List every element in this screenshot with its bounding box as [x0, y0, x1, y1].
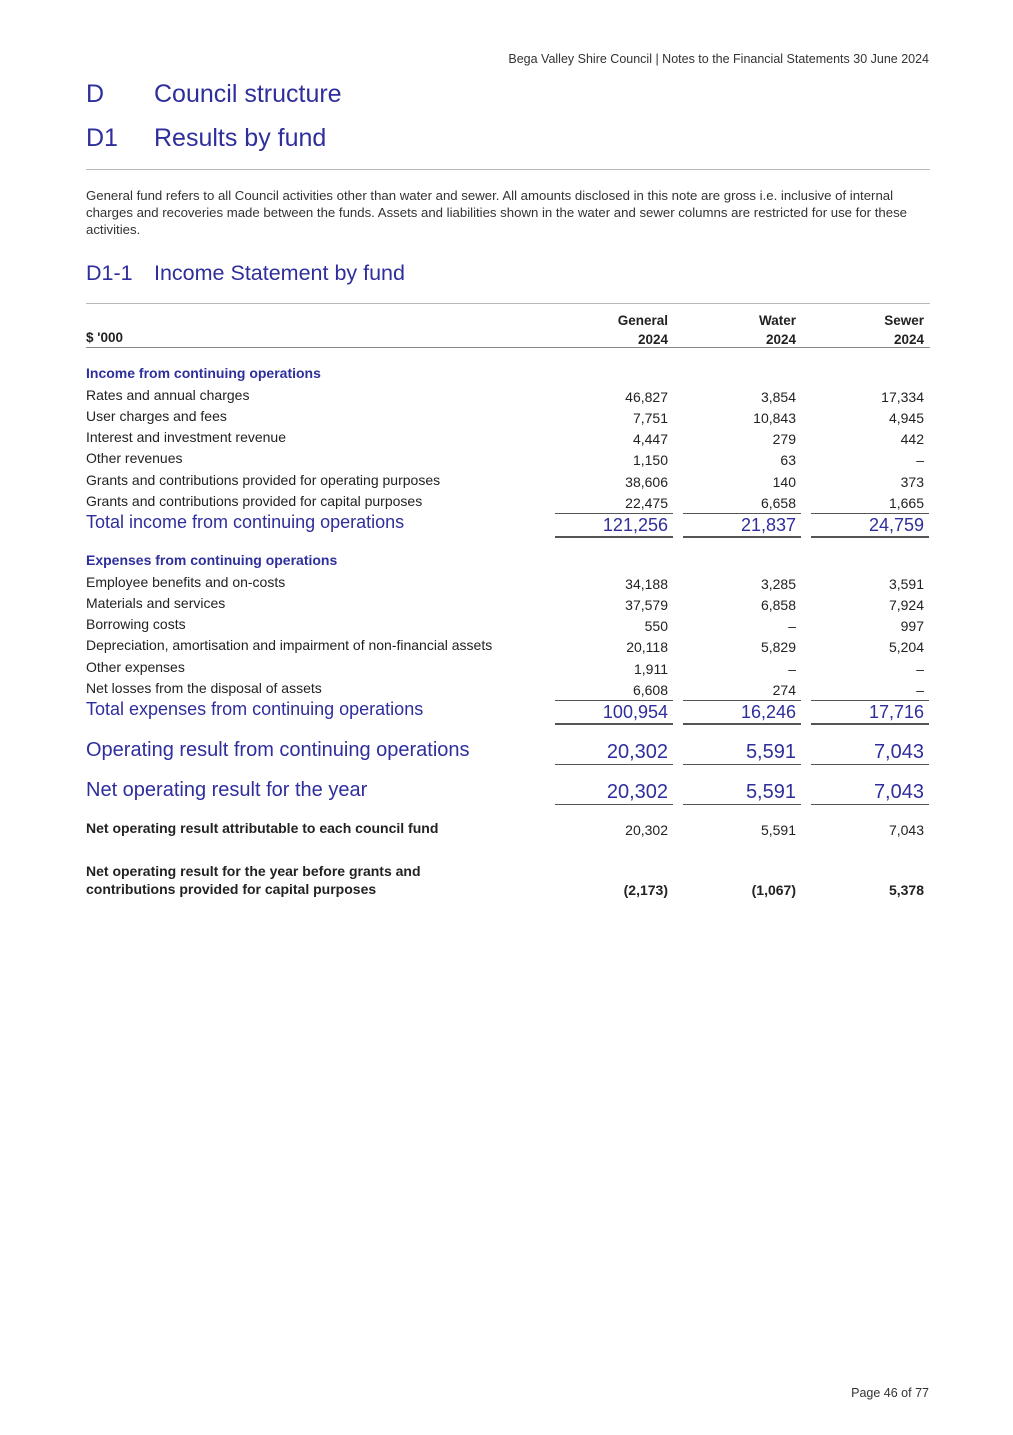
- cell-general: 550: [644, 618, 668, 634]
- cell-sewer: 3,591: [888, 576, 924, 592]
- intro-paragraph: General fund refers to all Council activities other than water and sewer. All amounts disclosed in this note are gross i.e. inclusive of internal charges and recoveries made between the funds. Assets and liabilities shown in the water and sewer columns are restricted for use for these activities.: [86, 188, 907, 237]
- operating-result-row: [86, 739, 930, 764]
- operating-result-rule: [683, 764, 801, 765]
- cell-sewer: 4,945: [888, 410, 924, 426]
- row-label: [86, 862, 421, 898]
- table-heading-code: D1-1: [86, 261, 133, 285]
- table-row: [86, 616, 930, 637]
- row-label: Operating result from continuing operations: [86, 739, 470, 761]
- cell-sewer: 7,924: [888, 597, 924, 613]
- table-heading: [86, 261, 405, 286]
- row-label: Grants and contributions provided for capital purposes: [86, 493, 423, 509]
- row-label: Borrowing costs: [86, 616, 186, 632]
- cell-water: 6,858: [760, 597, 796, 613]
- group-title-label: Income from continuing operations: [86, 365, 321, 381]
- cell-general: 38,606: [625, 474, 668, 490]
- page-number: Page 46 of 77: [851, 1386, 929, 1400]
- cell-water: 6,658: [760, 495, 796, 511]
- column-name: General: [617, 313, 668, 328]
- subsection-heading: [86, 124, 326, 153]
- table-top-rule: [86, 303, 930, 304]
- row-label: Grants and contributions provided for operating purposes: [86, 472, 441, 488]
- section-heading: [86, 80, 342, 109]
- cell-general: 20,302: [606, 781, 668, 803]
- table-row: [86, 387, 930, 408]
- cell-water: 140: [772, 474, 796, 490]
- cell-water: –: [788, 661, 796, 677]
- column-header-rule: [86, 347, 930, 348]
- cell-sewer: 7,043: [888, 822, 924, 838]
- table-row: [86, 472, 930, 493]
- cell-water: 16,246: [740, 702, 796, 722]
- row-label-line2: contributions provided for capital purposes: [86, 881, 377, 897]
- income-group-title: [86, 365, 930, 386]
- section-title: Council structure: [154, 80, 342, 108]
- group-title-label: Expenses from continuing operations: [86, 552, 338, 568]
- cell-sewer: 5,204: [888, 639, 924, 655]
- table-row: [86, 450, 930, 471]
- total-expenses-row: [86, 699, 930, 723]
- column-header-general: [548, 311, 668, 349]
- cell-water: 63: [780, 452, 796, 468]
- total-income-double-rule: [555, 537, 673, 538]
- cell-water: 5,829: [760, 639, 796, 655]
- cell-general: 7,751: [632, 410, 668, 426]
- cell-general: 6,608: [632, 682, 668, 698]
- cell-general: 37,579: [625, 597, 668, 613]
- row-label: Depreciation, amortisation and impairment of non-financial assets: [86, 637, 493, 653]
- cell-sewer: 997: [900, 618, 924, 634]
- cell-water: (1,067): [751, 882, 796, 898]
- row-label: User charges and fees: [86, 408, 227, 424]
- attributable-row: [86, 820, 930, 841]
- operating-result-rule: [555, 764, 673, 765]
- table-row: [86, 659, 930, 680]
- total-income-row: [86, 512, 930, 536]
- cell-water: –: [788, 618, 796, 634]
- cell-water: 5,591: [745, 781, 796, 803]
- cell-sewer: –: [916, 452, 924, 468]
- column-year: 2024: [637, 332, 668, 347]
- total-income-double-rule: [811, 537, 929, 538]
- cell-general: 121,256: [602, 515, 668, 535]
- subsection-title: Results by fund: [154, 124, 327, 152]
- cell-general: 1,150: [632, 452, 668, 468]
- net-result-rule: [683, 804, 801, 805]
- net-result-rule: [555, 804, 673, 805]
- table-row: [86, 429, 930, 450]
- row-label: Rates and annual charges: [86, 387, 250, 403]
- table-row: [86, 574, 930, 595]
- row-label: Net operating result attributable to each council fund: [86, 820, 439, 836]
- row-label-line1: Net operating result for the year before grants and: [86, 863, 421, 879]
- table-row: [86, 595, 930, 616]
- column-year: 2024: [765, 332, 796, 347]
- table-row: [86, 408, 930, 429]
- cell-water: 5,591: [760, 822, 796, 838]
- cell-sewer: 1,665: [888, 495, 924, 511]
- cell-water: 279: [772, 431, 796, 447]
- row-label: Total expenses from continuing operations: [86, 699, 424, 719]
- column-year: 2024: [893, 332, 924, 347]
- unit-label: $ '000: [86, 330, 123, 345]
- operating-result-rule: [811, 764, 929, 765]
- column-name: Sewer: [884, 313, 924, 328]
- heading-rule: [86, 169, 930, 170]
- table-heading-title: Income Statement by fund: [154, 261, 405, 285]
- cell-sewer: 5,378: [888, 882, 924, 898]
- running-header: Bega Valley Shire Council | Notes to the Financial Statements 30 June 2024: [508, 52, 929, 66]
- cell-water: 3,854: [760, 389, 796, 405]
- cell-sewer: 17,334: [881, 389, 924, 405]
- table-row: [86, 637, 930, 658]
- cell-water: 21,837: [740, 515, 796, 535]
- total-expenses-double-rule: [683, 724, 801, 725]
- cell-water: 10,843: [753, 410, 796, 426]
- total-income-double-rule: [683, 537, 801, 538]
- row-label: Interest and investment revenue: [86, 429, 287, 445]
- cell-water: 274: [772, 682, 796, 698]
- cell-general: 46,827: [625, 389, 668, 405]
- cell-sewer: 24,759: [868, 515, 924, 535]
- column-header-sewer: [804, 311, 924, 349]
- cell-general: (2,173): [623, 882, 668, 898]
- row-label: Other expenses: [86, 659, 185, 675]
- expenses-group-title: [86, 552, 930, 573]
- total-expenses-double-rule: [555, 724, 673, 725]
- row-label: Employee benefits and on-costs: [86, 574, 286, 590]
- subsection-code: D1: [86, 124, 118, 152]
- net-result-rule: [811, 804, 929, 805]
- cell-sewer: –: [916, 682, 924, 698]
- total-expenses-double-rule: [811, 724, 929, 725]
- before-grants-row: [86, 862, 930, 902]
- cell-sewer: 17,716: [868, 702, 924, 722]
- table-row: [86, 493, 930, 514]
- row-label: Net losses from the disposal of assets: [86, 680, 322, 696]
- cell-general: 4,447: [632, 431, 668, 447]
- cell-general: 1,911: [634, 661, 668, 677]
- row-label: Total income from continuing operations: [86, 512, 405, 532]
- cell-sewer: 7,043: [873, 781, 924, 803]
- cell-general: 22,475: [625, 495, 668, 511]
- net-result-row: [86, 779, 930, 804]
- cell-sewer: 442: [900, 431, 924, 447]
- row-label: Materials and services: [86, 595, 226, 611]
- cell-water: 3,285: [760, 576, 796, 592]
- cell-general: 20,302: [625, 822, 668, 838]
- column-name: Water: [758, 313, 796, 328]
- cell-sewer: 373: [900, 474, 924, 490]
- row-label: Net operating result for the year: [86, 779, 368, 801]
- cell-water: 5,591: [745, 741, 796, 763]
- cell-general: 100,954: [602, 702, 668, 722]
- cell-sewer: 7,043: [873, 741, 924, 763]
- cell-general: 20,302: [606, 741, 668, 763]
- row-label: Other revenues: [86, 450, 183, 466]
- cell-sewer: –: [916, 661, 924, 677]
- section-code: D: [86, 80, 105, 108]
- cell-general: 34,188: [625, 576, 668, 592]
- column-header-water: [676, 311, 796, 349]
- cell-general: 20,118: [626, 639, 668, 655]
- table-row: [86, 680, 930, 701]
